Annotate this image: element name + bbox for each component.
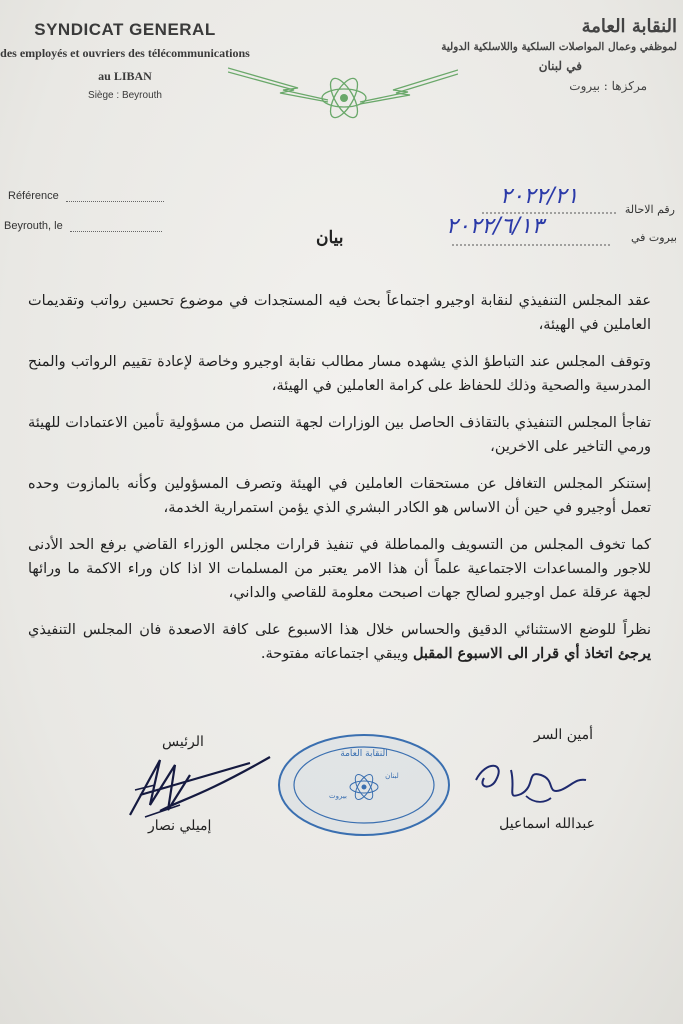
paragraph-4: إستنكر المجلس التغافل عن مستحقات العاملين في الهيئة وتصرف المسؤولين وكأنه بالمازوت وحده تعمل أوجيرو في حين أن الاساس هو الكادر البشري الذي يؤمن استمرارية الخدمة، (28, 476, 651, 516)
ar-ref-value: ٢٠٢٢/٢١ (500, 184, 579, 209)
statement-body (28, 289, 651, 679)
reference-line (66, 201, 164, 202)
document-title: بيان (316, 228, 344, 248)
paragraph-5: كما تخوف المجلس من التسويف والمماطلة في تنفيذ قرارات مجلس الوزراء القاضي برفع الحد الأدنى للاجور والمساعدات الاجتماعية علماً أن هذا الامر يعتبر من المسلمات الا اذا كان وراء الاكمة ما ورائها لجهة عرقلة عمل اوجيرو لصالح جهات اصبحت معلومة للقاصي والداني، (28, 537, 651, 601)
stamp-left-text: بيروت (329, 792, 347, 800)
paragraph-3: تفاجأ المجلس التنفيذي بالتقاذف الحاصل بين الوزارات لجهة التنصل من مسؤولية تأمين الاعتمادات للهيئة ورمي التاخير على الاخرين، (28, 415, 651, 455)
date-line (70, 231, 162, 232)
date-label: Beyrouth, le (4, 220, 63, 232)
reference-label: Référence (8, 190, 59, 202)
fr-subtitle: des employés et ouvriers des télécommunications (0, 46, 250, 60)
union-stamp-icon (276, 732, 452, 838)
paragraph-6-normal: نظراً للوضع الاستثنائي الدقيق والحساس خلال هذا الاسبوع على كافة الاصعدة فان المجلس التنفيذي (28, 622, 651, 638)
ar-title: النقابة العامة (581, 16, 677, 37)
atom-lightning-logo-icon (228, 60, 458, 130)
stamp-top-text: النقابة العامة (340, 749, 388, 759)
fr-seat: Siège : Beyrouth (88, 90, 162, 101)
paragraph-1: عقد المجلس التنفيذي لنقابة اوجيرو اجتماعاً بحث فيه المستجدات في موضوع تحسين رواتب وتقديمات العاملين في الهيئة، (28, 293, 651, 333)
secretary-title: أمين السر (533, 727, 593, 743)
president-title: الرئيس (162, 734, 204, 750)
ar-country: في لبنان (538, 59, 582, 73)
ar-subtitle: لموظفي وعمال المواصلات السلكية واللاسلكية الدولية (441, 41, 677, 53)
fr-title: SYNDICAT GENERAL (34, 20, 216, 39)
secretary-name: عبدالله اسماعيل (499, 816, 595, 832)
ar-seat: مركزها : بيروت (569, 79, 647, 93)
paragraph-2: وتوقف المجلس عند التباطؤ الذي يشهده مسار مطالب نقابة اوجيرو وخاصة لإعادة تقييم الرواتب والمنح المدرسية والصحية وذلك للحفاظ على كرامة العاملين في الهيئة، (28, 354, 651, 394)
paragraph-6-bold: يرجئ اتخاذ أي قرار الى الاسبوع المقبل (412, 645, 651, 662)
ar-date-value: ٢٠٢٢/٦/١٣ (446, 214, 544, 239)
ar-date-underline (452, 242, 612, 248)
secretary-signature-icon (466, 750, 596, 820)
paragraph-6-end: ويبقي اجتماعاته مفتوحة. (260, 646, 409, 662)
president-signature-icon (120, 745, 280, 825)
ar-date-label: بيروت في (630, 231, 677, 244)
paragraph-6 (28, 618, 651, 666)
fr-country: au LIBAN (98, 69, 152, 83)
ar-ref-label: رقم الاحالة (624, 203, 675, 216)
reference-field (8, 190, 164, 202)
french-letterhead (0, 20, 250, 101)
president-name: إميلي نصار (148, 818, 212, 834)
stamp-right-text: لبنان (385, 772, 399, 780)
date-field (4, 220, 162, 232)
